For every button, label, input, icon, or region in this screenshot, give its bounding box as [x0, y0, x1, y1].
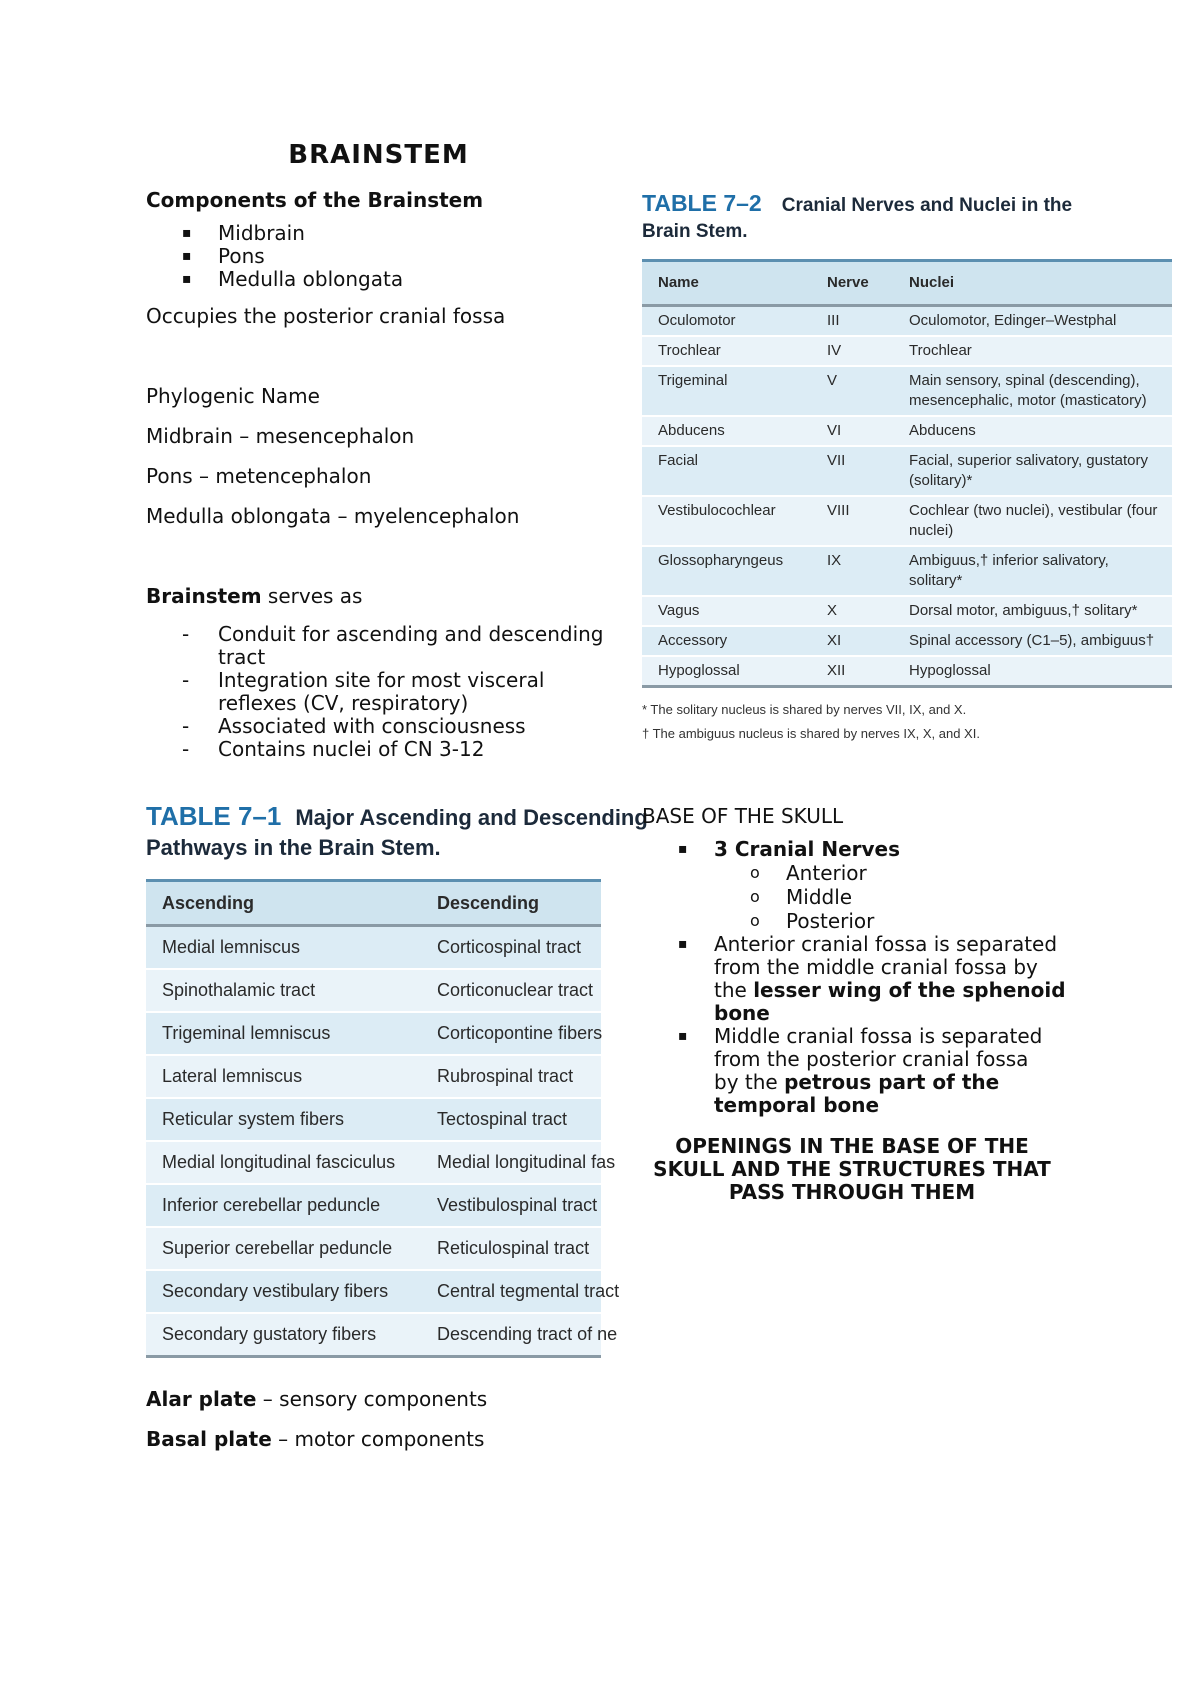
table-row: [146, 1184, 601, 1227]
table-cell: VII: [811, 446, 893, 496]
pathways-table: [146, 879, 620, 1358]
table-cell: Abducens: [642, 416, 811, 446]
table-cell: Lateral lemniscus: [146, 1055, 421, 1098]
list-item: - Contains nuclei of CN 3-12: [218, 738, 611, 761]
list-item: [714, 933, 1074, 1025]
table-cell: Cochlear (two nuclei), vestibular (four nuclei): [893, 496, 1172, 546]
list-item: o Posterior: [786, 909, 1182, 933]
table-row: [146, 1270, 601, 1313]
table-row: [642, 496, 1172, 546]
table-cell: Central tegmental tract: [421, 1270, 601, 1313]
table-row: [642, 446, 1172, 496]
table-number: TABLE 7–2: [642, 190, 762, 216]
caption-line1: Cranial Nerves and Nuclei in the: [781, 195, 1073, 216]
list-item: ▪ Medulla oblongata: [218, 268, 611, 291]
table-cell: Oculomotor, Edinger–Westphal: [893, 306, 1172, 337]
footnote: † The ambiguus nucleus is shared by nerves IX, X, and XI.: [642, 726, 980, 741]
cranial-nerves-table: [642, 259, 1172, 688]
table-cell: V: [811, 366, 893, 416]
table-row: [146, 1055, 601, 1098]
column-header: Nuclei: [893, 261, 1172, 306]
list-item: ▪ Pons: [218, 245, 611, 268]
column-header: Name: [642, 261, 811, 306]
table-row: [146, 969, 601, 1012]
middle-bold: petrous part of the temporal bone: [714, 1070, 1000, 1117]
table-cell: Trochlear: [893, 336, 1172, 366]
table-row: [642, 596, 1172, 626]
table-cell: Trigeminal: [642, 366, 811, 416]
list-item: ▪ Midbrain: [218, 222, 611, 245]
table-cell: Hypoglossal: [642, 656, 811, 687]
table-7-1: [146, 801, 648, 1358]
table-row: [642, 416, 1172, 446]
base-list: [642, 838, 1182, 1117]
table-cell: Spinal accessory (C1–5), ambiguus†: [893, 626, 1172, 656]
phylogenic-heading: Phylogenic Name: [146, 384, 320, 408]
table-cell: Main sensory, spinal (descending), mesencephalic, motor (masticatory): [893, 366, 1172, 416]
list-item: o Middle: [786, 885, 1182, 909]
alar-bold: Alar plate: [146, 1387, 257, 1411]
table-cell: IX: [811, 546, 893, 596]
table-cell: Hypoglossal: [893, 656, 1172, 687]
base-of-skull-section: [642, 804, 1182, 1204]
table-cell: Vestibulocochlear: [642, 496, 811, 546]
list-item: [714, 1025, 1054, 1117]
table-cell: Descending tract of ne: [421, 1313, 601, 1357]
anterior-text: Anterior cranial fossa is separated from the middle cranial fossa by the: [714, 932, 1058, 1002]
table-cell: X: [811, 596, 893, 626]
caption-line1: Major Ascending and Descending: [295, 805, 648, 830]
table-cell: Facial, superior salivatory, gustatory (solitary)*: [893, 446, 1172, 496]
table-cell: Vagus: [642, 596, 811, 626]
table-cell: Corticopontine fibers: [421, 1012, 601, 1055]
list-item: [714, 838, 1182, 933]
table-cell: Secondary gustatory fibers: [146, 1313, 421, 1357]
table-cell: Dorsal motor, ambiguus,† solitary*: [893, 596, 1172, 626]
middle-text: Middle cranial fossa is separated from the posterior cranial fossa by the: [714, 1024, 1043, 1094]
serves-heading: [146, 583, 611, 609]
table-cell: XII: [811, 656, 893, 687]
openings-heading: OPENINGS IN THE BASE OF THE SKULL AND THE STRUCTURES THAT PASS THROUGH THEM: [653, 1134, 1051, 1204]
table-cell: Medial longitudinal fasciculus: [146, 1141, 421, 1184]
table-row: [146, 1012, 601, 1055]
left-column: [146, 140, 648, 1466]
table-cell: Accessory: [642, 626, 811, 656]
table-row: [642, 306, 1172, 337]
table-row: [642, 626, 1172, 656]
table-cell: Trochlear: [642, 336, 811, 366]
table-cell: Oculomotor: [642, 306, 811, 337]
serves-rest: serves as: [261, 584, 363, 608]
occupies-text: Occupies the posterior cranial fossa: [146, 304, 506, 328]
phylogenic-line: Pons – metencephalon: [146, 464, 372, 488]
table-cell: Corticonuclear tract: [421, 969, 601, 1012]
components-list: [146, 222, 611, 291]
table-row: [642, 546, 1172, 596]
table-caption: [146, 801, 648, 833]
table-7-2-caption: [642, 190, 1182, 219]
table-cell: Ambiguus,† inferior salivatory, solitary*: [893, 546, 1172, 596]
table-cell: Reticulospinal tract: [421, 1227, 601, 1270]
table-row: [146, 1313, 601, 1357]
table-cell: Glossopharyngeus: [642, 546, 811, 596]
anterior-bold: lesser wing of the sphenoid bone: [714, 978, 1066, 1025]
table-cell: Medial lemniscus: [146, 926, 421, 970]
phylogenic-line: Midbrain – mesencephalon: [146, 424, 415, 448]
serves-bold: Brainstem: [146, 584, 262, 608]
table-cell: Rubrospinal tract: [421, 1055, 601, 1098]
table-row: [642, 336, 1172, 366]
table-cell: Secondary vestibulary fibers: [146, 1270, 421, 1313]
table-cell: Trigeminal lemniscus: [146, 1012, 421, 1055]
table-cell: Superior cerebellar peduncle: [146, 1227, 421, 1270]
fossae-list: [714, 861, 1182, 933]
table-cell: Abducens: [893, 416, 1172, 446]
table-row: [146, 1141, 601, 1184]
caption-line2: Brain Stem.: [642, 221, 748, 242]
table-cell: Inferior cerebellar peduncle: [146, 1184, 421, 1227]
table-cell: Facial: [642, 446, 811, 496]
table-row: [146, 1227, 601, 1270]
alar-plate-line: [146, 1386, 611, 1412]
list-item: - Associated with consciousness: [218, 715, 611, 738]
basal-rest: – motor components: [271, 1427, 485, 1451]
table-cell: Vestibulospinal tract: [421, 1184, 601, 1227]
basal-bold: Basal plate: [146, 1427, 272, 1451]
table-row: [146, 926, 601, 970]
table-cell: XI: [811, 626, 893, 656]
column-header: Ascending: [146, 881, 421, 926]
table-cell: VIII: [811, 496, 893, 546]
table-cell: VI: [811, 416, 893, 446]
list-item: o Anterior: [786, 861, 1182, 885]
table-cell: Reticular system fibers: [146, 1098, 421, 1141]
list-item: - Integration site for most visceral reflexes (CV, respiratory): [218, 669, 611, 715]
table-cell: Medial longitudinal fas: [421, 1141, 601, 1184]
components-heading: Components of the Brainstem: [146, 188, 484, 212]
table-row: [642, 366, 1172, 416]
table-row: [642, 656, 1172, 687]
page-title: BRAINSTEM: [288, 140, 469, 170]
table-cell: IV: [811, 336, 893, 366]
table-cell: Corticospinal tract: [421, 926, 601, 970]
basal-plate-line: [146, 1426, 611, 1452]
base-heading: BASE OF THE SKULL: [642, 804, 844, 828]
footnote: * The solitary nucleus is shared by nerves VII, IX, and X.: [642, 702, 967, 717]
phylogenic-line: Medulla oblongata – myelencephalon: [146, 504, 520, 528]
column-header: Nerve: [811, 261, 893, 306]
caption-line2: Pathways in the Brain Stem.: [146, 835, 441, 860]
alar-rest: – sensory components: [256, 1387, 488, 1411]
right-column: [642, 190, 1182, 1204]
column-header: Descending: [421, 881, 601, 926]
table-number: TABLE 7–1: [146, 801, 282, 831]
table-cell: Tectospinal tract: [421, 1098, 601, 1141]
table-cell: III: [811, 306, 893, 337]
cranial-nerves-label: 3 Cranial Nerves: [714, 837, 900, 861]
table-row: [146, 1098, 601, 1141]
serves-list: [146, 623, 611, 761]
table-cell: Spinothalamic tract: [146, 969, 421, 1012]
list-item: - Conduit for ascending and descending tract: [218, 623, 611, 669]
